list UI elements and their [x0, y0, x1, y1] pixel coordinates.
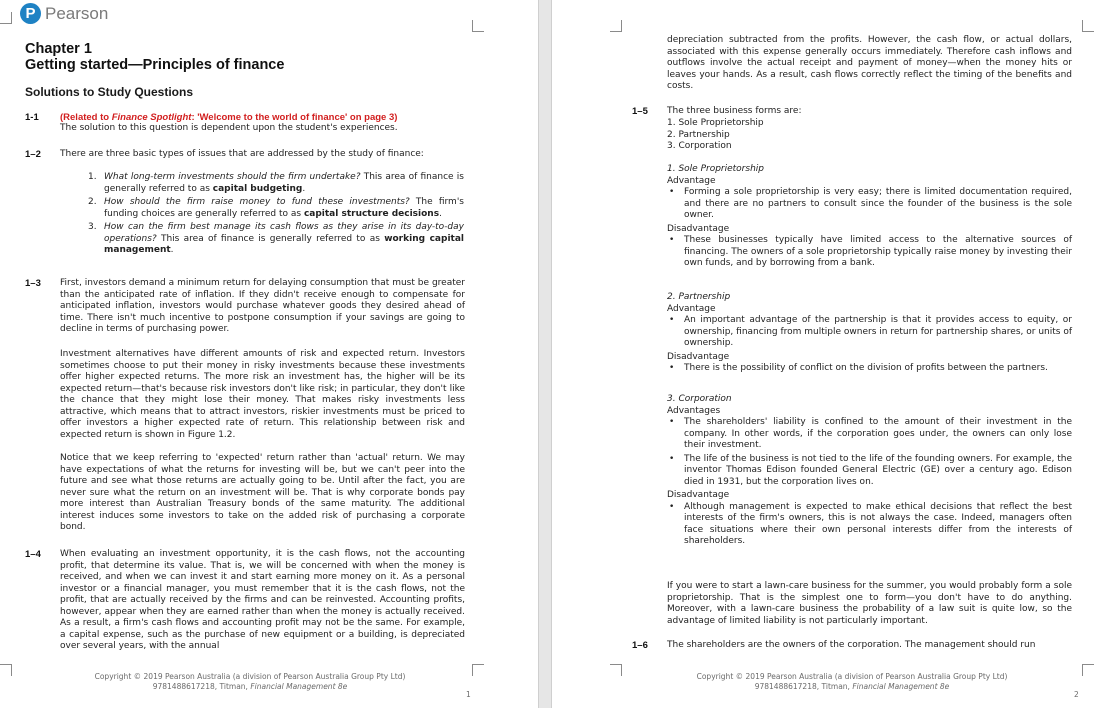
pearson-wordmark: Pearson — [45, 3, 109, 23]
answer-text: There are three basic types of issues that are addressed by the study of finance: — [60, 149, 424, 159]
list-item: 1. What long-term investments should the firm undertake? This area of finance is generally referred to as capital budgeting. — [88, 172, 464, 194]
document-page-1 — [0, 0, 538, 708]
corporation-section — [667, 394, 1072, 550]
chapter-number: Chapter 1 — [25, 41, 92, 57]
list-item: • The life of the business is not tied to the life of the founding owners. For example, the inventor Thomas Edison founded General Electric (GE) over a century ago. Edison died in 1931, but the corporation lives on. — [669, 453, 1072, 487]
list-item: 1. Sole Proprietorship — [667, 118, 764, 128]
disadvantage-label: Disadvantage — [667, 223, 730, 234]
business-forms-list — [667, 118, 967, 153]
crop-mark — [0, 12, 12, 24]
crop-mark — [472, 20, 484, 32]
answer-text: The three business forms are: — [667, 106, 802, 116]
question-number: 1–5 — [632, 106, 648, 117]
crop-mark — [472, 664, 484, 676]
pearson-logo — [20, 3, 108, 24]
advantage-label: Advantage — [667, 175, 716, 186]
answer-paragraph: Notice that we keep referring to 'expected' return rather than 'actual' return. We may have expectations of what the returns for investing will be, but we can't peer into the future and see what those returns are actually going to be. Until after the fact, you are never sure what the return on an investment will be. That is why corporate bonds pay more interest than Australian Treasury bonds of the same maturity. The additional interest induces some investors to take on the added risk of purchasing a corporate bond. — [60, 453, 465, 532]
page-number: 2 — [1074, 690, 1079, 699]
section-title: 2. Partnership — [667, 292, 731, 302]
list-item: • Although management is expected to make ethical decisions that reflect the best interests of the firm's owners, this is not always the case. Indeed, managers often face situations where their own personal interests differ from the interests of shareholders. — [669, 501, 1072, 546]
answer-paragraph: First, investors demand a minimum return for delaying consumption that must be greater than the anticipated rate of inflation. If they didn't receive enough to compensate for anticipated inflation, investors would purchase whatever goods they desired ahead of time. There isn't much incentive to postpone consumption if your savings are going to decline in terms of purchasing power. — [60, 278, 465, 334]
list-item: 3. How can the firm best manage its cash flows as they arise in its day-to-day operations? This area of finance is generally referred to as working capital management. — [88, 222, 464, 255]
copyright-footer: Copyright © 2019 Pearson Australia (a division of Pearson Australia Group Pty Ltd) 9781488617218, Titman, Financial Management 8e — [94, 672, 406, 691]
list-item: 2. How should the firm raise money to fund these investments? The firm's funding choices are generally referred to as capital structure decisions. — [88, 197, 464, 219]
copyright-footer: Copyright © 2019 Pearson Australia (a division of Pearson Australia Group Pty Ltd) 9781488617218, Titman, Financial Management 8e — [696, 672, 1008, 691]
list-item: 3. Corporation — [667, 141, 732, 151]
crop-mark — [610, 20, 622, 32]
list-item: 2. Partnership — [667, 129, 730, 140]
question-number: 1–6 — [632, 640, 648, 651]
section-title: 3. Corporation — [667, 394, 732, 404]
list-item: • An important advantage of the partnership is that it provides access to equity, or ownership, financing from multiple owners in return for partnership shares, or units of ownership. — [669, 315, 1072, 348]
list-item: • Forming a sole proprietorship is very easy; there is limited documentation required, and there are no partners to consult since the founder of the business is the sole owner. — [669, 187, 1072, 220]
solutions-heading: Solutions to Study Questions — [25, 85, 193, 99]
chapter-title: Getting started—Principles of finance — [25, 57, 285, 73]
page-gutter — [538, 0, 552, 708]
question-1-1 — [60, 112, 470, 135]
advantage-label: Advantage — [667, 303, 716, 314]
answer-text: The solution to this question is dependent upon the student's experiences. — [60, 123, 398, 133]
section-title: 1. Sole Proprietorship — [667, 164, 764, 174]
answer-paragraph: When evaluating an investment opportunity, it is the cash flows, not the accounting profit, that determine its value. That is, we will be concerned with when the money is received, and when we can invest it and start earning more money on it. As a personal investor or a financial manager, you must remember that it is the cash flows, not the profit, that are actually received by the firms and can be reinvested. Accounting profits, however, appear when they are earned rather than when the money is actually received. As a result, a firm's cash flows and accounting profit may not be the same. For example, a capital expense, such as the purchase of new equipment or a building, is depreciated over several years, with the annual — [60, 549, 465, 651]
finance-issues-list — [88, 172, 464, 259]
crop-mark — [610, 664, 622, 676]
list-item: • The shareholders' liability is confined to the amount of their investment in the company. In other words, if the corporation goes under, the owners can only lose their investment. — [669, 417, 1072, 450]
disadvantage-label: Disadvantage — [667, 351, 730, 362]
disadvantage-label: Disadvantage — [667, 490, 730, 500]
list-item: • These businesses typically have limited access to the alternative sources of financing. The owners of a sole proprietorship typically raise money by investing their own funds, and by borrowing from a bank. — [669, 235, 1072, 268]
document-page-2 — [552, 0, 1110, 708]
advantage-label: Advantages — [667, 405, 721, 416]
question-number: 1–3 — [25, 278, 41, 289]
page-number: 1 — [466, 690, 471, 699]
question-number: 1–4 — [25, 549, 41, 560]
finance-spotlight-reference: (Related to Finance Spotlight: 'Welcome to the world of finance' on page 3) — [60, 112, 398, 123]
crop-mark — [1082, 20, 1094, 32]
answer-paragraph: Investment alternatives have different amounts of risk and expected return. Investors sometimes choose to put their money in risky investments because these investments offer higher expected returns. The more risk an investment has, the higher will be its expected return—that's because risk investors don't like risk; in particular, they don't like the chance that they might lose their money. That makes risky investments less attractive, which means that to attract investors, riskier investments must be priced to offer investors a higher expected rate of return. This relationship between risk and expected return is shown in Figure 1.2. — [60, 349, 465, 440]
sole-proprietorship-section — [667, 164, 1072, 272]
crop-mark — [1082, 664, 1094, 676]
partnership-section — [667, 292, 1072, 377]
crop-mark — [0, 664, 12, 676]
answer-paragraph: If you were to start a lawn-care business for the summer, you would probably form a sole proprietorship. That is the simplest one to form—you don't have to do anything. Moreover, with a lawn-care business the probability of a law suit is quite low, so the advantage of limited liability is not particularly important. — [667, 581, 1072, 626]
question-number: 1–2 — [25, 149, 41, 160]
answer-text: The shareholders are the owners of the corporation. The management should run — [667, 640, 1036, 650]
list-item: • There is the possibility of conflict on the division of profits between the partners. — [669, 363, 1048, 373]
pearson-logo-icon: P — [20, 3, 41, 24]
answer-paragraph: depreciation subtracted from the profits. However, the cash flow, or actual dollars, associated with this expense generally occurs immediately. Therefore cash inflows and outflows involve the actual receipt and payment of money—when the money hits or leaves your hands. As a result, cash flows correctly reflect the timing of the benefits and costs. — [667, 35, 1072, 91]
question-number: 1-1 — [25, 112, 39, 123]
